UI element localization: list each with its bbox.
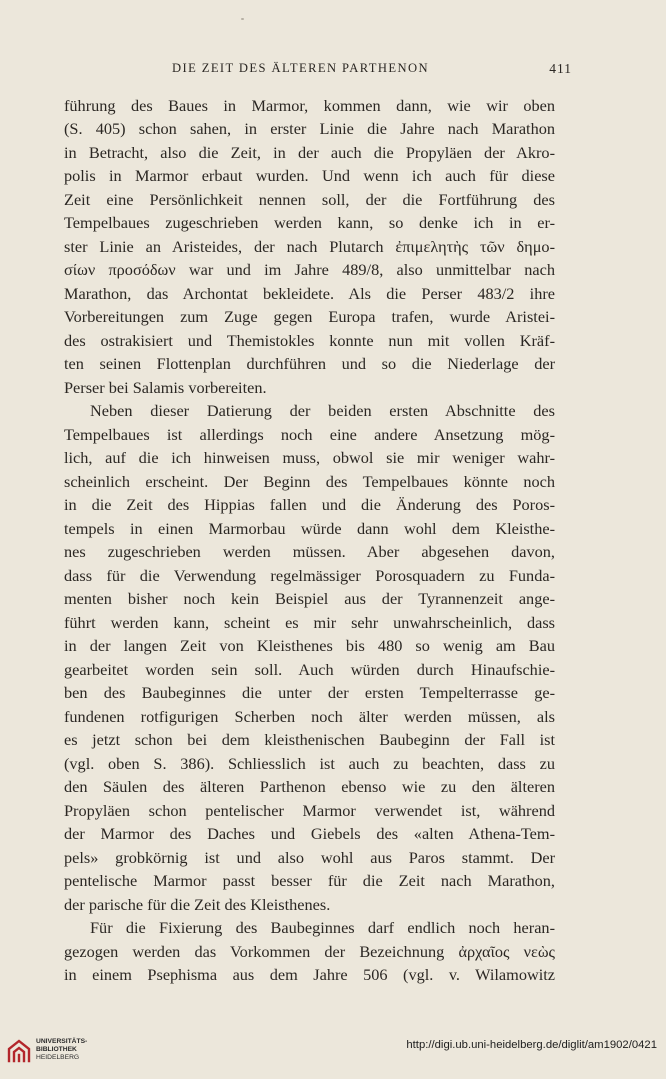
text-line: Vorbereitungen zum Zuge gegen Europa trafen, wurde Aristei- [64,307,555,326]
text-line: σίων προσόδων war und im Jahre 489/8, also unmittelbar nach [64,260,555,279]
text-line: tempels in einen Marmorbau würde dann wohl dem Kleisthe- [64,518,555,538]
text-line: Tempelbaues zugeschrieben werden kann, so denke ich in er- [64,213,555,232]
page-footer [0,1030,666,1079]
text-line: den Säulen des älteren Parthenon ebenso wie zu den älteren [64,777,555,796]
library-name-line: UNIVERSITÄTS- [36,1038,88,1045]
text-line: dass für die Verwendung regelmässiger Porosquadern zu Funda- [64,565,555,585]
text-line: ster Linie an Aristeides, der nach Plutarch ἐπιμελητὴς τῶν δημο- [64,236,555,256]
page-number: 411 [549,61,572,76]
text-line: führung des Baues in Marmor, kommen dann, wie wir oben [64,95,555,115]
text-line: Neben dieser Datierung der beiden ersten Abschnitte des [90,401,555,420]
library-name [36,1038,87,1063]
text-line: (S. 405) schon sahen, in erster Linie die Jahre nach Marathon [64,119,555,138]
text-line: in die Zeit des Hippias fallen und die Änderung des Poros- [64,495,555,514]
source-url[interactable]: http://digi.ub.uni-heidelberg.de/diglit/am1902/0421 [406,1039,657,1051]
text-line: pels» grobkörnig ist und also wohl aus Paros stammt. Der [64,847,555,867]
text-line: Tempelbaues ist allerdings noch eine andere Ansetzung mög- [64,424,555,444]
text-line: gezogen werden das Vorkommen der Bezeichnung ἀρχαῖος νεὼς [64,941,555,961]
text-line: Perser bei Salamis vorbereiten. [64,377,267,397]
text-line: scheinlich erscheint. Der Beginn des Tempelbaues könnte noch [64,471,555,491]
page-header [70,61,570,83]
library-name-line: BIBLIOTHEK [36,1046,77,1054]
text-line: führt werden kann, scheint es mir sehr unwahrscheinlich, dass [64,612,555,632]
text-line: ten seinen Flottenplan durchführen und so die Niederlage der [64,354,555,373]
text-line: des ostrakisiert und Themistokles konnte nun mit vollen Kräf- [64,330,555,350]
text-line: der Marmor des Daches und Giebels des «alten Athena-Tem- [64,824,555,843]
text-line: lich, auf die ich hinweisen muss, obwol sie mir weniger wahr- [64,448,555,467]
text-line: ben des Baubeginnes die unter der ersten Tempelterrasse ge- [64,683,555,702]
text-line: menten bisher noch kein Beispiel aus der Tyrannenzeit ange- [64,589,555,608]
text-line: in einem Psephisma aus dem Jahre 506 (vgl. v. Wilamowitz [64,965,555,984]
text-line: der parische für die Zeit des Kleisthenes. [64,894,331,914]
text-line: in der langen Zeit von Kleisthenes bis 480 so wenig am Bau [64,636,555,655]
text-line: nes zugeschrieben werden müssen. Aber abgesehen davon, [64,542,555,561]
body-text [64,94,555,987]
library-name-line: HEIDELBERG [36,1054,80,1062]
university-library-logo-icon [6,1038,32,1064]
text-line: Marathon, das Archontat bekleidete. Als die Perser 483/2 ihre [64,283,555,303]
text-line: polis in Marmor erbaut wurden. Und wenn ich auch für diese [64,166,555,185]
text-line: fundenen rotfigurigen Scherben noch älter werden müssen, als [64,706,555,726]
text-line: Für die Fixierung des Baubeginnes darf endlich noch heran- [90,918,555,937]
text-line: (vgl. oben S. 386). Schliesslich ist auch zu beachten, dass zu [64,753,555,773]
text-line: pentelische Marmor passt besser für die Zeit nach Marathon, [64,871,555,890]
text-line: es jetzt schon bei dem kleisthenischen Baubeginn der Fall ist [64,730,555,749]
text-line: Zeit eine Persönlichkeit nennen soll, der die Fortführung des [64,189,555,209]
text-line: in Betracht, also die Zeit, in der auch die Propyläen der Akro- [64,142,555,162]
paper-speck [241,18,244,20]
running-title: DIE ZEIT DES ÄLTEREN PARTHENON [172,61,429,75]
text-line: gearbeitet worden sein soll. Auch würden durch Hinaufschie- [64,659,555,679]
text-line: Propyläen schon pentelischer Marmor verwendet ist, während [64,800,555,820]
